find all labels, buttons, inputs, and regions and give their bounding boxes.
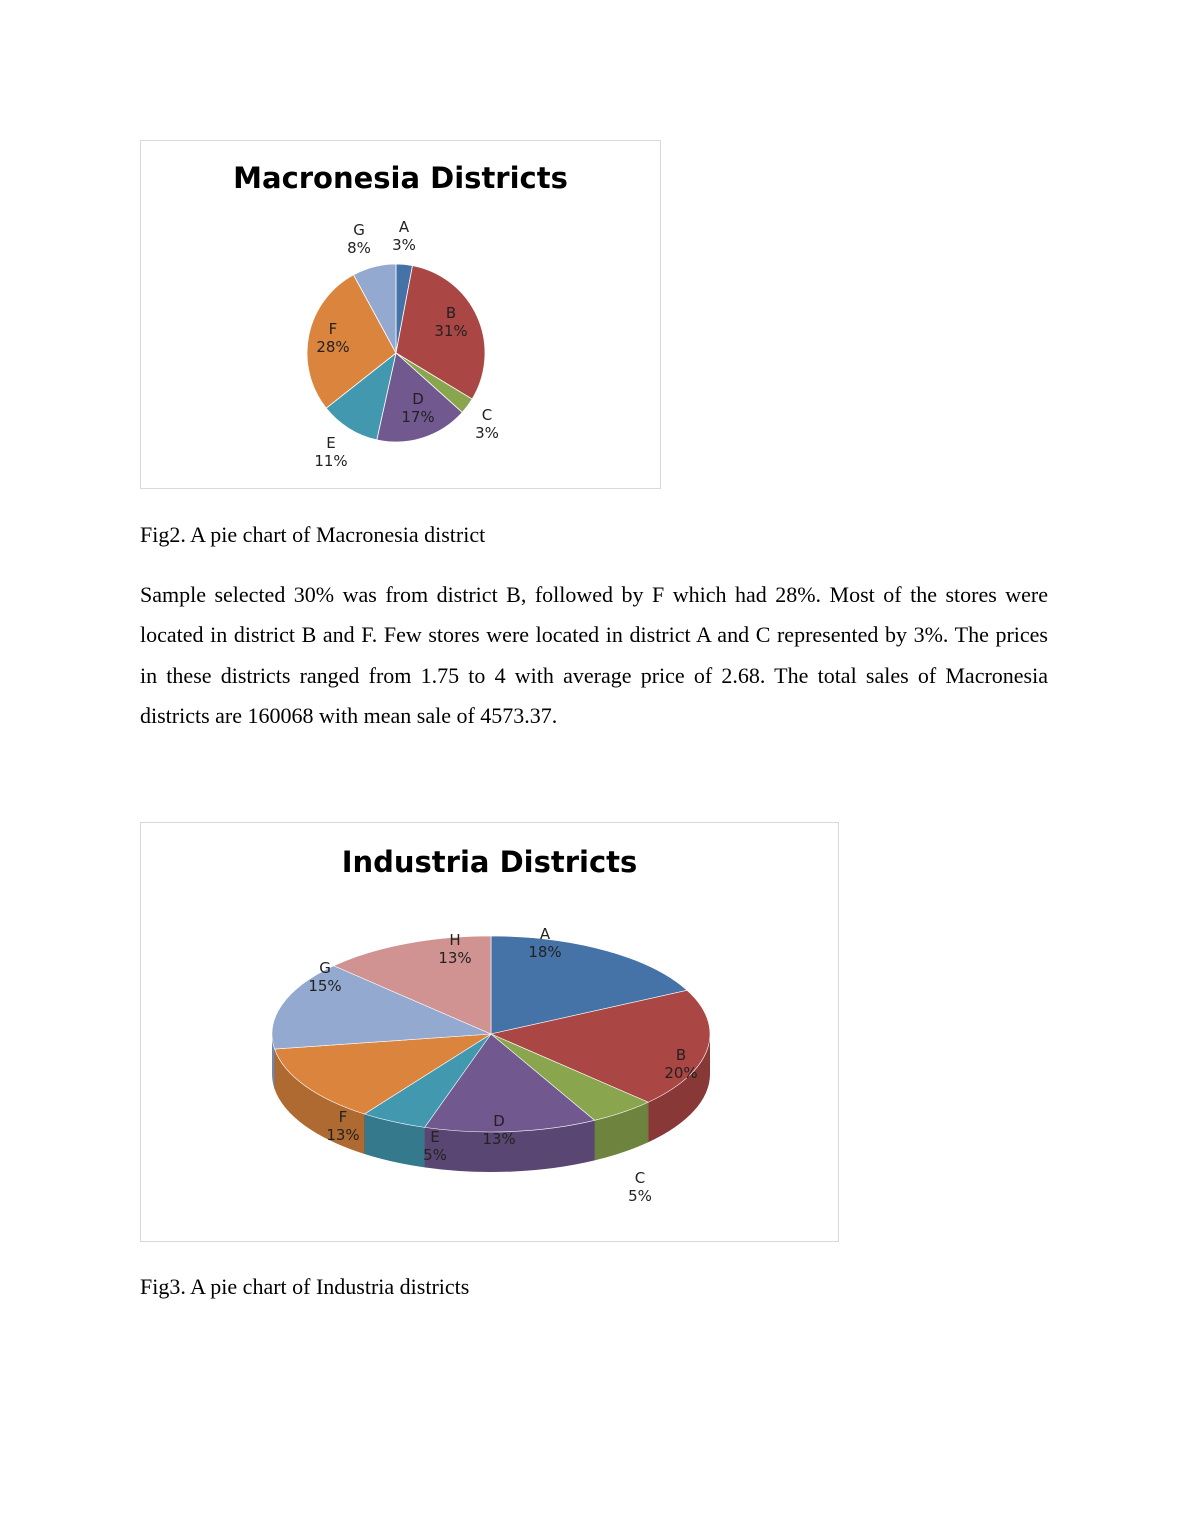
macronesia-pie-chart: [140, 140, 661, 489]
data-label-a: A 3%: [392, 218, 416, 254]
data-label-h: H 13%: [438, 931, 472, 967]
data-label-c: C 3%: [475, 406, 499, 442]
data-label-d: D 13%: [482, 1112, 516, 1148]
data-label-a: A 18%: [528, 925, 562, 961]
data-label-c: C 5%: [628, 1169, 652, 1205]
macronesia-pie-svg: [141, 141, 662, 490]
data-label-b: B 20%: [664, 1046, 698, 1082]
data-label-e: E 5%: [423, 1128, 447, 1164]
data-label-f: F 28%: [316, 320, 350, 356]
industria-pie-chart: [140, 822, 839, 1242]
chart-title: Industria Districts: [341, 845, 638, 879]
chart-title: Macronesia Districts: [233, 161, 568, 195]
body-paragraph: Sample selected 30% was from district B, followed by F which had 28%. Most of the stores were located in district B and F. Few stores were located in district A and C represented by 3%. The prices in these districts ranged from 1.75 to 4 with average price of 2.68. The total sales of Macronesia districts are 160068 with mean sale of 4573.37.: [140, 582, 1048, 728]
industria-pie-svg: [141, 823, 840, 1243]
data-label-g: G 8%: [347, 221, 371, 257]
data-label-e: E 11%: [314, 434, 348, 470]
data-label-b: B 31%: [434, 304, 468, 340]
figure-caption-fig3: Fig3. A pie chart of Industria districts: [140, 1274, 470, 1299]
data-label-g: G 15%: [308, 959, 342, 995]
data-label-d: D 17%: [401, 390, 435, 426]
data-label-f: F 13%: [326, 1108, 360, 1144]
figure-caption-fig2: Fig2. A pie chart of Macronesia district: [140, 522, 486, 547]
